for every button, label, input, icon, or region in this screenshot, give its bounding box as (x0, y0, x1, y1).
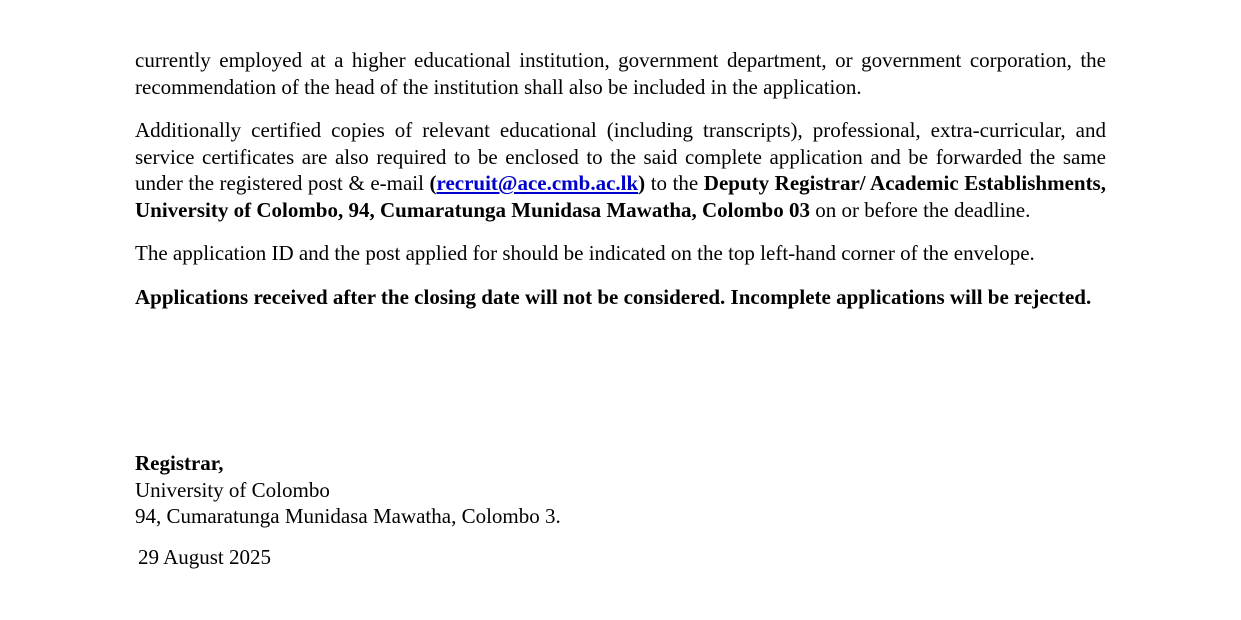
certificates-text: Additionally certified copies of relevant educational (including transcripts), professional, extra-curricular, and service certificates are also required to be enclosed to the said complete application and be forwarded the same under the registered post & e-mail (135, 118, 1106, 195)
document-date: 29 August 2025 (138, 545, 272, 569)
signature-address: 94, Cumaratunga Munidasa Mawatha, Colombo 3. (135, 504, 561, 528)
paragraph-recommendation: currently employed at a higher educational institution, government department, or government corporation, the recommendation of the head of the institution shall also be included in the application. (135, 48, 1106, 99)
addressee-bold: Deputy Registrar/ Academic Establishments, University of Colombo, 94, Cumaratunga Munidasa Mawatha, Colombo 03 (135, 171, 1106, 222)
to-the-text: to the (645, 171, 704, 195)
closing-warning-bold: Applications received after the closing date will not be considered. Incomplete applications will be rejected. (135, 284, 1092, 309)
paragraph-certificates (135, 117, 1106, 223)
email-open-paren: ( (429, 171, 437, 195)
signature-institution: University of Colombo (135, 477, 330, 502)
paragraph-closing-warning (135, 284, 1106, 311)
document-body (135, 47, 1106, 326)
email-link[interactable]: recruit@ace.cmb.ac.lk (436, 171, 639, 195)
deadline-text: on or before the deadline. (809, 197, 1031, 222)
signature-block (135, 450, 561, 530)
paragraph-envelope: The application ID and the post applied for should be indicated on the top left-hand corner of the envelope. (135, 241, 1035, 265)
email-close-paren: ) (638, 171, 646, 195)
signature-title: Registrar, (135, 451, 224, 475)
